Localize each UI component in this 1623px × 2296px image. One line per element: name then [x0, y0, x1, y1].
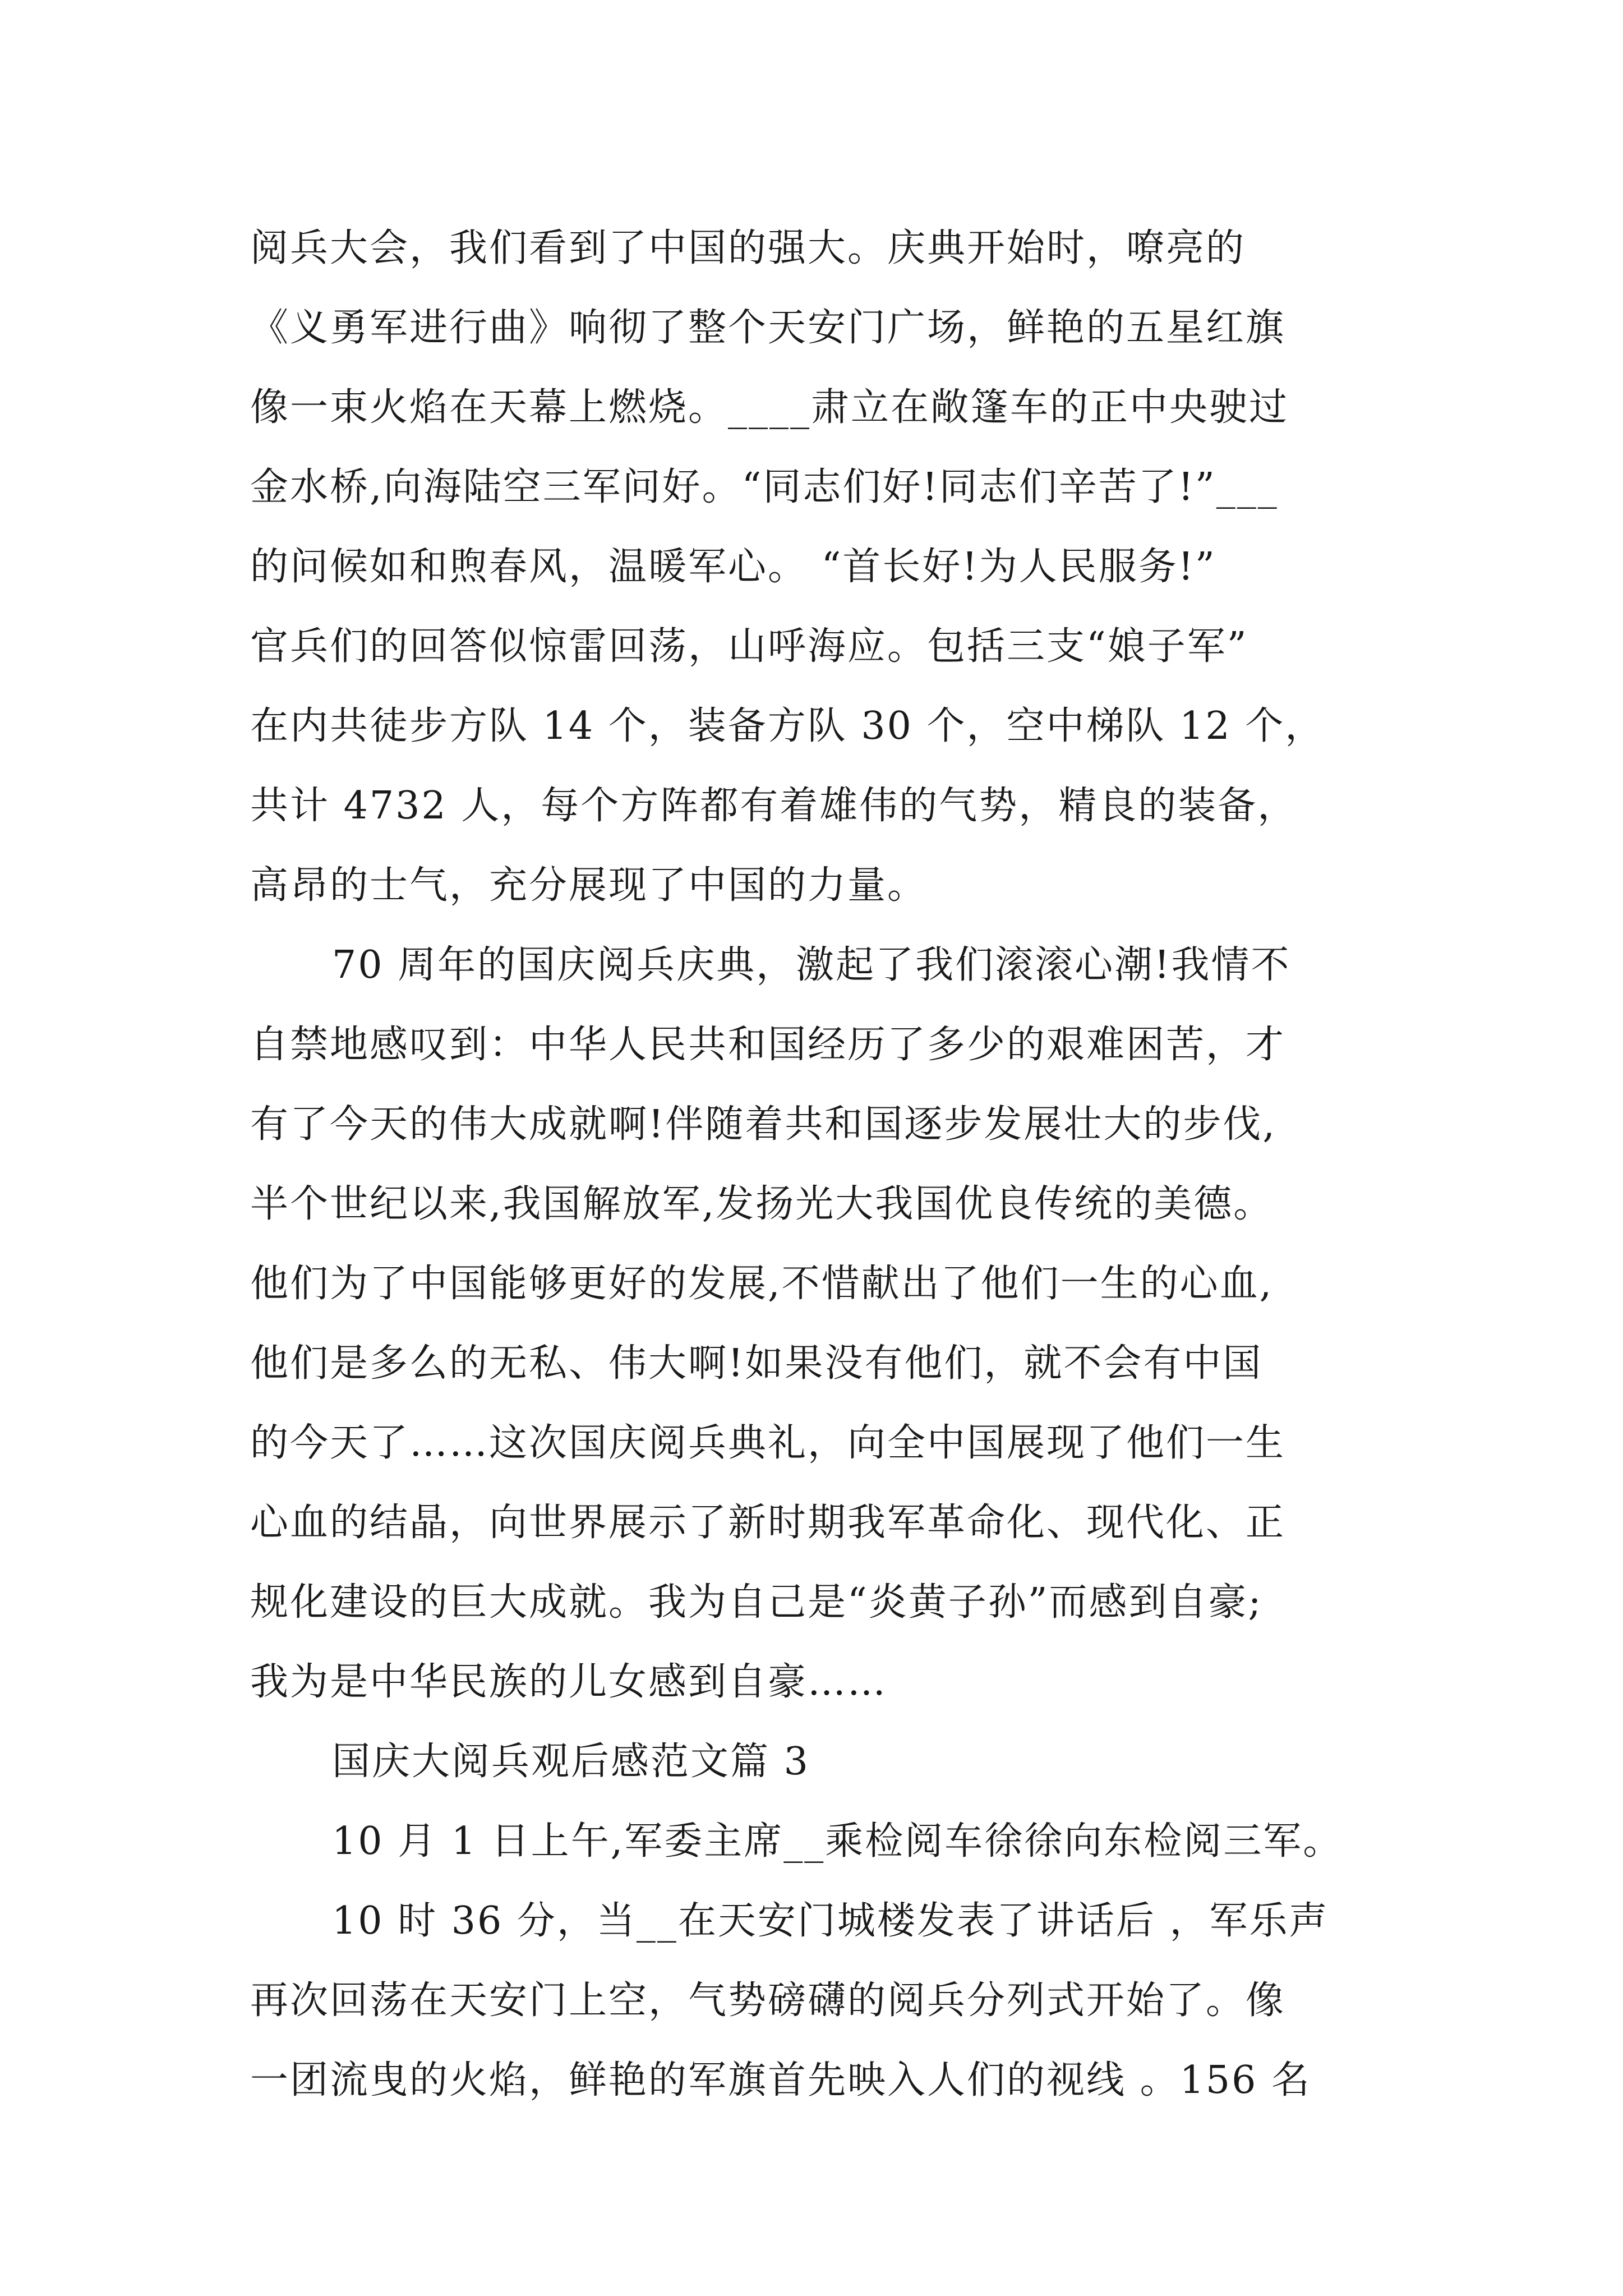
text-line: 他们是多么的无私、伟大啊!如果没有他们，就不会有中国: [250, 1341, 1263, 1386]
text-line: 官兵们的回答似惊雷回荡，山呼海应。包括三支“娘子军”: [250, 624, 1248, 669]
text-line: 高昂的士气，充分展现了中国的力量。: [250, 863, 928, 908]
text-line: 规化建设的巨大成就。我为自己是“炎黄子孙”而感到自豪;: [250, 1580, 1263, 1625]
text-line: 在内共徒步方队 14 个，装备方队 30 个，空中梯队 12 个，: [250, 704, 1325, 748]
text-line: 有了今天的伟大成就啊!伴随着共和国逐步发展壮大的步伐,: [250, 1102, 1276, 1147]
text-line: 自禁地感叹到：中华人民共和国经历了多少的艰难困苦，才: [250, 1023, 1286, 1067]
text-line: 《义勇军进行曲》响彻了整个天安门广场，鲜艳的五星红旗: [250, 306, 1286, 350]
text-line: 心血的结晶，向世界展示了新时期我军革命化、现代化、正: [250, 1501, 1286, 1545]
paragraph-start-line: 10 月 1 日上午,军委主席__乘检阅车徐徐向东检阅三军。: [332, 1819, 1343, 1864]
paragraph-start-line: 10 时 36 分，当__在天安门城楼发表了讲话后 ，军乐声: [332, 1899, 1329, 1943]
text-line: 的问候如和煦春风，温暖军心。 “首长好!为人民服务!”: [250, 545, 1216, 589]
text-line: 的今天了……这次国庆阅兵典礼，向全中国展现了他们一生: [250, 1421, 1286, 1465]
text-line: 半个世纪以来,我国解放军,发扬光大我国优良传统的美德。: [250, 1182, 1274, 1226]
text-line: 再次回荡在天安门上空，气势磅礴的阅兵分列式开始了。像: [250, 1978, 1286, 2023]
text-line: 我为是中华民族的儿女感到自豪……: [250, 1660, 888, 1704]
text-line: 共计 4732 人，每个方阵都有着雄伟的气势，精良的装备，: [250, 784, 1298, 828]
text-line: 他们为了中国能够更好的发展,不惜献出了他们一生的心血,: [250, 1262, 1274, 1306]
text-line: 一团流曳的火焰，鲜艳的军旗首先映入人们的视线 。156 名: [250, 2058, 1312, 2102]
section-heading: 国庆大阅兵观后感范文篇 3: [332, 1740, 810, 1784]
text-line: 像一束火焰在天幕上燃烧。____肃立在敞篷车的正中央驶过: [250, 385, 1289, 430]
document-body: [250, 209, 1400, 2120]
text-line: 阅兵大会，我们看到了中国的强大。庆典开始时，嘹亮的: [250, 226, 1246, 270]
text-line: 金水桥,向海陆空三军问好。“同志们好!同志们辛苦了!”___: [250, 465, 1279, 509]
paragraph-start-line: 70 周年的国庆阅兵庆典，激起了我们滚滚心潮!我情不: [332, 943, 1291, 987]
